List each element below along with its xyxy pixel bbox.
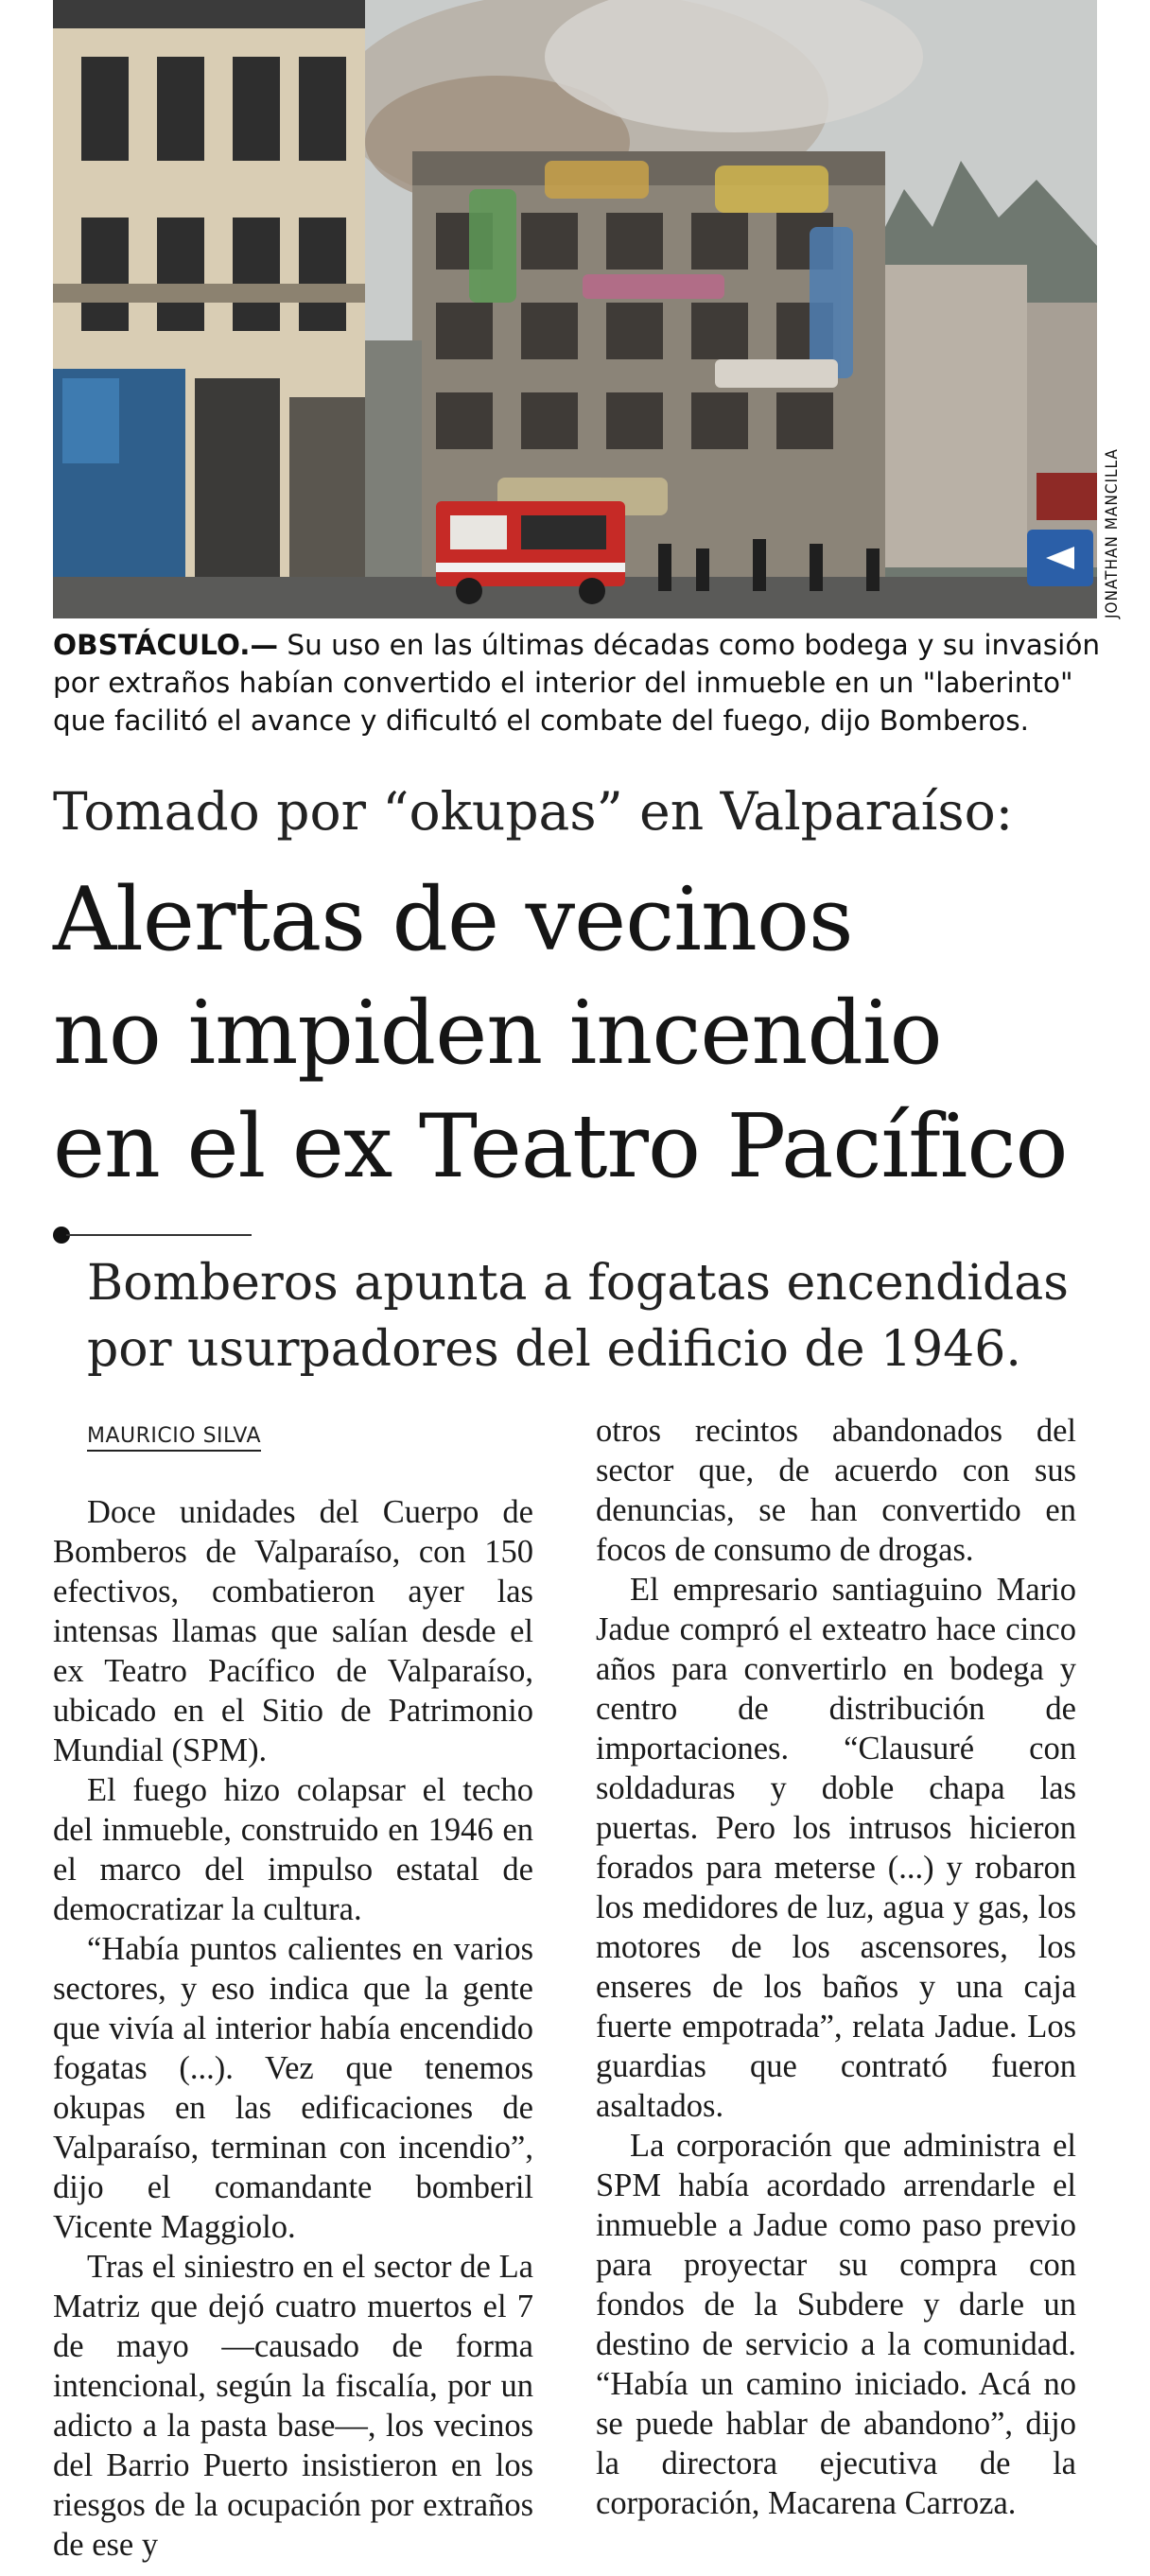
divider-line <box>66 1234 252 1236</box>
article-column-right <box>596 1411 1076 2523</box>
paragraph: La corporación que administra el SPM había acordado arrendarle el inmueble a Jadue como paso previo para proyectar su compra con fondos de la Subdere y darle un destino de servicio a la comunidad. “Había un camino iniciado. Acá no se puede hablar de abandono”, dijo la directora ejecutiva de la corporación, Macarena Carroza. <box>596 2128 1076 2521</box>
subheadline-line: por usurpadores del edificio de 1946. <box>87 1321 1021 1378</box>
headline <box>53 862 1103 1203</box>
byline: MAURICIO SILVA <box>87 1424 261 1452</box>
photo-credit: JONATHAN MANCILLA <box>1103 448 1122 618</box>
paragraph: Tras el siniestro en el sector de La Matriz que dejó cuatro muertos el 7 de mayo —causado de forma intencional, según la fiscalía, por un adicto a la pasta base—, los vecinos del Barrio Puerto insistieron en los riesgos de la ocupación por extraños de ese y <box>53 2249 533 2563</box>
headline-line: Alertas de vecinos <box>53 868 853 970</box>
paragraph: “Había puntos calientes en varios sectores, y eso indica que la gente que vivía al interior había encendido fogatas (...). Vez que tenemos okupas en las edificaciones de Valparaíso, terminan con incendio”, dijo el comandante bomberil Vicente Maggiolo. <box>53 1931 533 2245</box>
paragraph: El fuego hizo colapsar el techo del inmueble, construido en 1946 en el marco del impulso estatal de democratizar la cultura. <box>53 1772 533 1927</box>
kicker: Tomado por “okupas” en Valparaíso: <box>53 781 1014 842</box>
photo-caption <box>53 626 1103 740</box>
paragraph: Doce unidades del Cuerpo de Bomberos de Valparaíso, con 150 efectivos, combatieron ayer las intensas llamas que salían desde el ex Teatro Pacífico de Valparaíso, ubicado en el Sitio de Patrimonio Mundial (SPM). <box>53 1494 533 1768</box>
paragraph: otros recintos abandonados del sector que, de acuerdo con sus denuncias, se han convertido en focos de consumo de drogas. <box>596 1413 1076 1568</box>
headline-line: en el ex Teatro Pacífico <box>53 1095 1068 1197</box>
subheadline <box>87 1250 1108 1383</box>
caption-lead: OBSTÁCULO.— <box>53 629 278 661</box>
headline-line: no impiden incendio <box>53 982 942 1084</box>
caption-text: Su uso en las últimas décadas como bodega y su invasión por extraños habían convertido el interior del inmueble en un "laberinto" que facilitó el avance y dificultó el combate del fuego, dijo Bomberos. <box>53 629 1101 737</box>
paragraph: El empresario santiaguino Mario Jadue compró el exteatro hace cinco años para convertirlo en bodega y centro de distribución de importaciones. “Clausuré con soldaduras y doble chapa las puertas. Pero los intrusos hicieron forados para meterse (...) y robaron los medidores de luz, agua y gas, los motores de los ascensores, los enseres de los baños y una caja fuerte empotrada”, relata Jadue. Los guardias que contrató fueron asaltados. <box>596 1572 1076 2124</box>
article-column-left <box>53 1492 533 2565</box>
news-photo <box>53 0 1097 618</box>
subheadline-line: Bomberos apunta a fogatas encendidas <box>87 1255 1069 1312</box>
